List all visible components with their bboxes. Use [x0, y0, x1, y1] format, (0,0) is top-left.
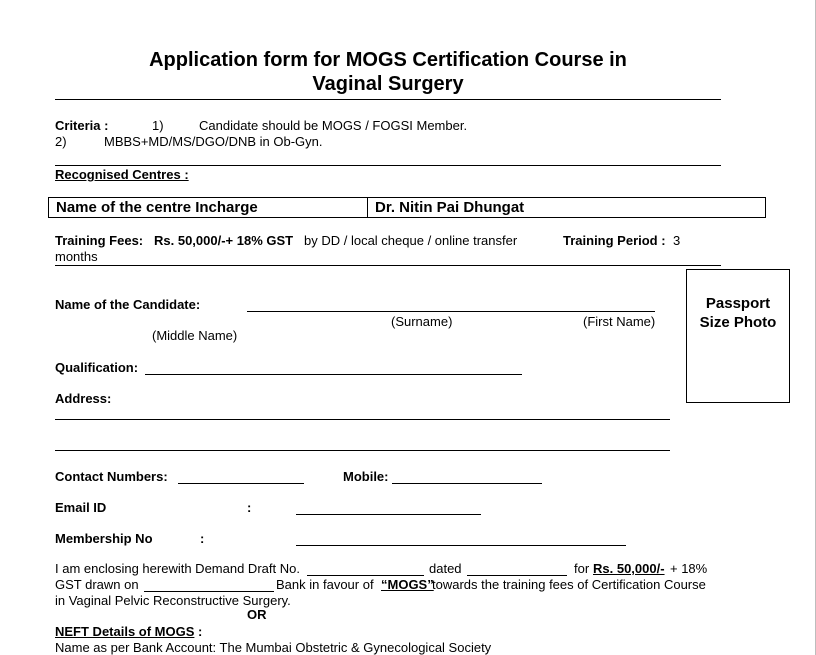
- centre-table-divider: [367, 197, 368, 217]
- mobile-field[interactable]: [392, 483, 542, 484]
- passport-photo-label-1: Passport: [705, 295, 771, 312]
- email-field[interactable]: [296, 514, 481, 515]
- criteria-item1-num: 1): [152, 118, 164, 133]
- membership-field[interactable]: [296, 545, 626, 546]
- candidate-name-field[interactable]: [247, 311, 655, 312]
- centre-incharge-label: Name of the centre Incharge: [56, 199, 258, 216]
- email-label: Email ID: [55, 500, 107, 515]
- passport-photo-box[interactable]: [686, 269, 790, 403]
- email-colon: :: [247, 500, 252, 515]
- contact-numbers-field[interactable]: [178, 483, 304, 484]
- training-fees-mode: by DD / local cheque / online transfer: [304, 233, 518, 248]
- drawn-on-bank-field[interactable]: [144, 591, 274, 592]
- training-fees-amount: Rs. 50,000/-+ 18% GST: [154, 233, 294, 248]
- criteria-rule: [55, 165, 721, 166]
- enclosing-for-text: for: [574, 561, 590, 576]
- enclosing-mogs: “MOGS”: [381, 577, 434, 592]
- enclosing-towards-text: towards the training fees of Certification Course: [432, 577, 706, 592]
- first-name-caption: (First Name): [583, 314, 656, 329]
- neft-account-name: Name as per Bank Account: The Mumbai Obstetric & Gynecological Society: [55, 640, 492, 655]
- training-period-label: Training Period :: [563, 233, 666, 248]
- centre-incharge-value: Dr. Nitin Pai Dhungat: [375, 199, 525, 216]
- contact-numbers-label: Contact Numbers:: [55, 469, 168, 484]
- qualification-label: Qualification:: [55, 360, 139, 375]
- qualification-field[interactable]: [145, 374, 522, 375]
- enclosing-gst-drawn-text: GST drawn on: [55, 577, 139, 592]
- address-label: Address:: [55, 391, 112, 406]
- enclosing-course-text: in Vaginal Pelvic Reconstructive Surgery.: [55, 593, 291, 608]
- criteria-label: Criteria :: [55, 118, 109, 133]
- membership-colon: :: [200, 531, 205, 546]
- neft-heading-colon: :: [198, 624, 203, 639]
- address-field-line-1[interactable]: [55, 419, 670, 420]
- criteria-item2-num: 2): [55, 134, 67, 149]
- recognised-centres-heading: Recognised Centres :: [55, 167, 189, 182]
- fees-rule: [55, 265, 721, 266]
- criteria-item1-text: Candidate should be MOGS / FOGSI Member.: [199, 118, 468, 133]
- enclosing-amount: Rs. 50,000/-: [593, 561, 665, 576]
- neft-details-heading: NEFT Details of MOGS: [55, 624, 195, 639]
- membership-label: Membership No: [55, 531, 153, 546]
- training-period-unit: months: [55, 249, 98, 264]
- draft-date-field[interactable]: [467, 575, 567, 576]
- criteria-item2-text: MBBS+MD/MS/DGO/DNB in Ob-Gyn.: [104, 134, 323, 149]
- training-period-value: 3: [673, 233, 681, 248]
- enclosing-dated-text: dated: [429, 561, 462, 576]
- enclosing-demand-draft-text: I am enclosing herewith Demand Draft No.: [55, 561, 300, 576]
- candidate-name-label: Name of the Candidate:: [55, 297, 201, 312]
- title-rule: [55, 99, 721, 100]
- training-fees-label: Training Fees:: [55, 233, 144, 248]
- or-separator: OR: [247, 607, 267, 622]
- surname-caption: (Surname): [391, 314, 453, 329]
- title-line-1: Application form for MOGS Certification Course in: [149, 49, 627, 71]
- passport-photo-label-2: Size Photo: [699, 314, 777, 331]
- enclosing-gst: + 18%: [670, 561, 708, 576]
- title-line-2: Vaginal Surgery: [312, 73, 464, 95]
- enclosing-bank-in-favour-text: Bank in favour of: [276, 577, 374, 592]
- demand-draft-number-field[interactable]: [307, 575, 424, 576]
- middle-name-caption: (Middle Name): [152, 328, 238, 343]
- address-field-line-2[interactable]: [55, 450, 670, 451]
- mobile-label: Mobile:: [343, 469, 389, 484]
